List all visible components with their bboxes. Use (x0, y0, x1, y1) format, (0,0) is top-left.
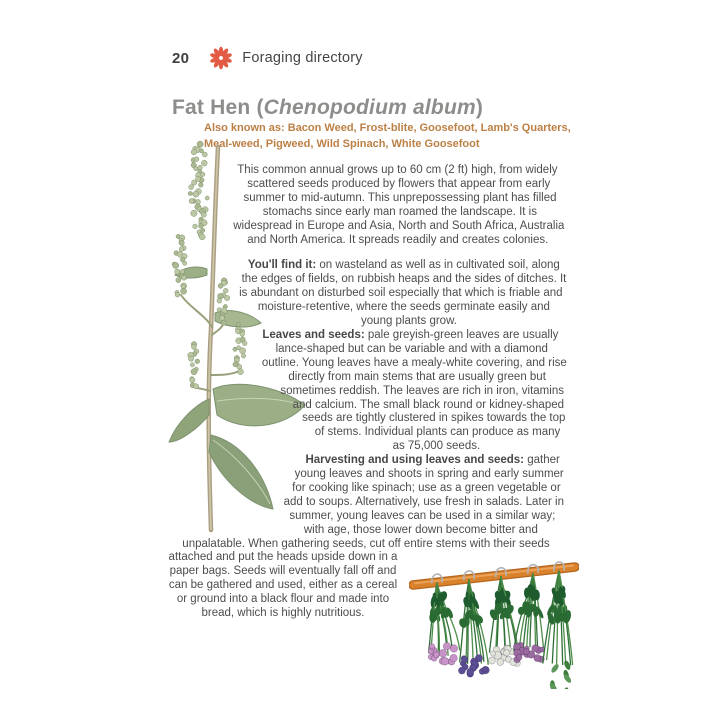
harvest-lead: Harvesting and using leaves and seeds: (305, 454, 525, 467)
find-lead: You'll find it: (247, 259, 317, 272)
directory-label: Foraging directory (242, 50, 363, 66)
flower-asterisk-icon (209, 46, 233, 70)
page-number: 20 (172, 49, 190, 67)
drying-illustration (409, 554, 579, 689)
title-scientific-name: Chenopodium album (263, 96, 476, 119)
title-suffix: ) (475, 96, 484, 119)
title-common-name: Fat Hen ( (172, 96, 264, 119)
harvest-text-a: gather young leaves and shoots in spring and early summer for cooking like spinach; use as a green vegetable or add to soups. Alternatively, use fresh in salads. Later in summer, young leaves can be used in a similar way; with age, those lower down become bitter and unpalatable. When gathering seeds, cut off entire stems with (182, 454, 565, 550)
article-body (165, 164, 567, 689)
page-header (172, 46, 363, 70)
article-title (172, 96, 483, 120)
find-text: on wasteland as well as in cultivated soil, along the edges of fields, on rubbish heaps and the sides of ditches. It is abundant on disturbed soil especially that which is friable and moisture-retentive, where the seeds germinate easily and young plants grow. (239, 259, 567, 328)
flower-asterisk-icon (209, 46, 233, 70)
leaves-text: pale greyish-green leaves are usually lance-shaped but can be variable and with a diamond outline. Young leaves have a mealy-white covering, and rise directly from main stems that are usually green but sometimes reddish. The leaves are rich in iron, vitamins and calcium. The small black round or kidney-shaped seeds are tightly clustered in spikes towards the top of stems. Individual plants can produce as many as 75,000 seeds. (261, 328, 567, 453)
aka-names: Bacon Weed, Frost-blite, Goosefoot, Lamb's Quarters, Meal-weed, Pigweed, Wild Spinach, White Goosefoot (204, 122, 571, 150)
drying-herb-bundles-drawing (409, 554, 579, 689)
aka-label: Also known as: (204, 122, 285, 134)
leaves-lead: Leaves and seeds: (262, 328, 365, 341)
harvest-text-b: their seeds attached and put the heads upside down in a paper bags. Seeds will eventually fall off and can be gathered and used, either as a cereal or ground into a black flour and made into bread, which is highly nutritious. (168, 537, 550, 620)
paragraph-intro: This common annual grows up to 60 cm (2 ft) high, from widely scattered seeds produced by flowers that appear from early summer to mid-autumn. This unprepossessing plant has filled stomachs since early man roamed the landscape. It is widespread in Europe and Asia, North and South Africa, Australia and North America. It spreads readily and creates colonies. (233, 164, 565, 246)
